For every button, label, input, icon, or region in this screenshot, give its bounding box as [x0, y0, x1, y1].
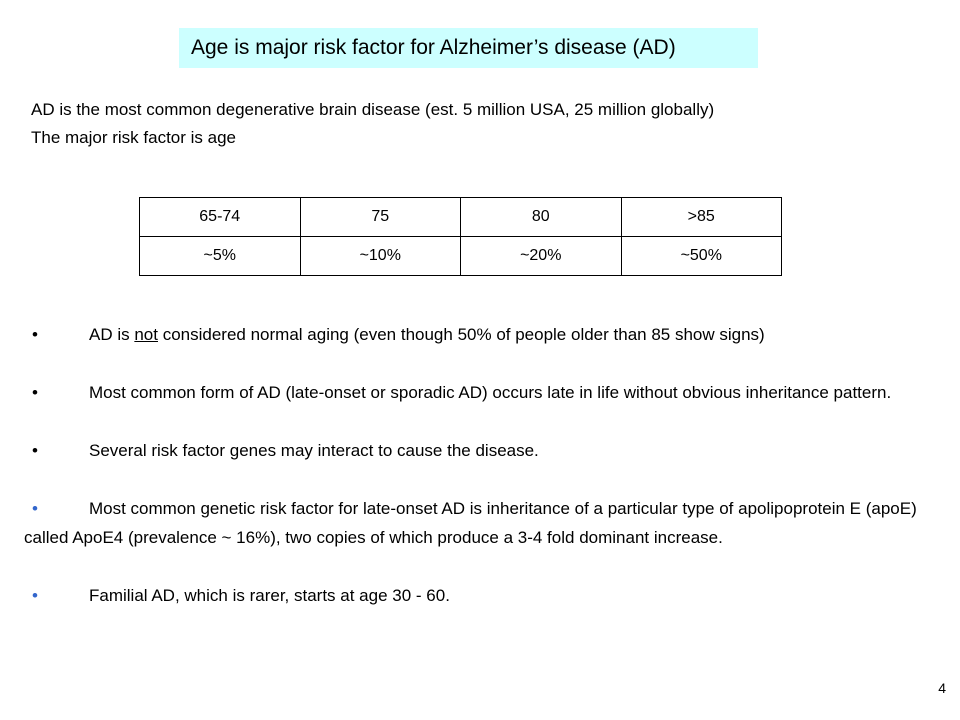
table-cell: 65-74: [140, 198, 301, 237]
bullet-text: AD is: [89, 325, 135, 344]
table-cell: ~50%: [621, 237, 782, 276]
table-cell: >85: [621, 198, 782, 237]
bullet-text-emphasis: not: [134, 325, 158, 344]
table-cell: ~5%: [140, 237, 301, 276]
table-row-percentages: [140, 237, 782, 276]
bullet-item: [24, 436, 944, 465]
bullet-item: [24, 581, 944, 610]
bullet-icon: •: [32, 499, 38, 518]
bullet-list: [24, 320, 944, 639]
bullet-text: Familial AD, which is rarer, starts at age 30 - 60.: [89, 586, 450, 605]
age-prevalence-table: [139, 197, 782, 276]
bullet-text: Most common form of AD (late-onset or sporadic AD) occurs late in life without obvious inheritance pattern.: [89, 383, 892, 402]
bullet-icon: •: [32, 325, 38, 344]
slide-title: Age is major risk factor for Alzheimer’s disease (AD): [179, 28, 758, 68]
bullet-text: Several risk factor genes may interact to cause the disease.: [89, 441, 539, 460]
intro-line: AD is the most common degenerative brain disease (est. 5 million USA, 25 million globally): [31, 100, 715, 119]
bullet-item: [24, 320, 944, 349]
table-cell: ~20%: [461, 237, 622, 276]
bullet-item: [24, 494, 944, 552]
table-cell: ~10%: [300, 237, 461, 276]
bullet-text: considered normal aging (even though 50% of people older than 85 show signs): [157, 325, 765, 344]
intro-line: The major risk factor is age: [31, 128, 237, 147]
bullet-text: Most common genetic risk factor for late-onset AD is inheritance of a particular type of apolipoprotein E (apoE) called ApoE4 (prevalence ~ 16%), two copies of which produce a 3-4 fold dominant increase.: [24, 499, 917, 547]
intro-text: [31, 96, 714, 152]
bullet-item: [24, 378, 944, 407]
table-cell: 75: [300, 198, 461, 237]
bullet-icon: •: [32, 383, 38, 402]
table-cell: 80: [461, 198, 622, 237]
bullet-icon: •: [32, 441, 38, 460]
table-row-ages: [140, 198, 782, 237]
page-number: 4: [938, 680, 946, 696]
bullet-icon: •: [32, 586, 38, 605]
